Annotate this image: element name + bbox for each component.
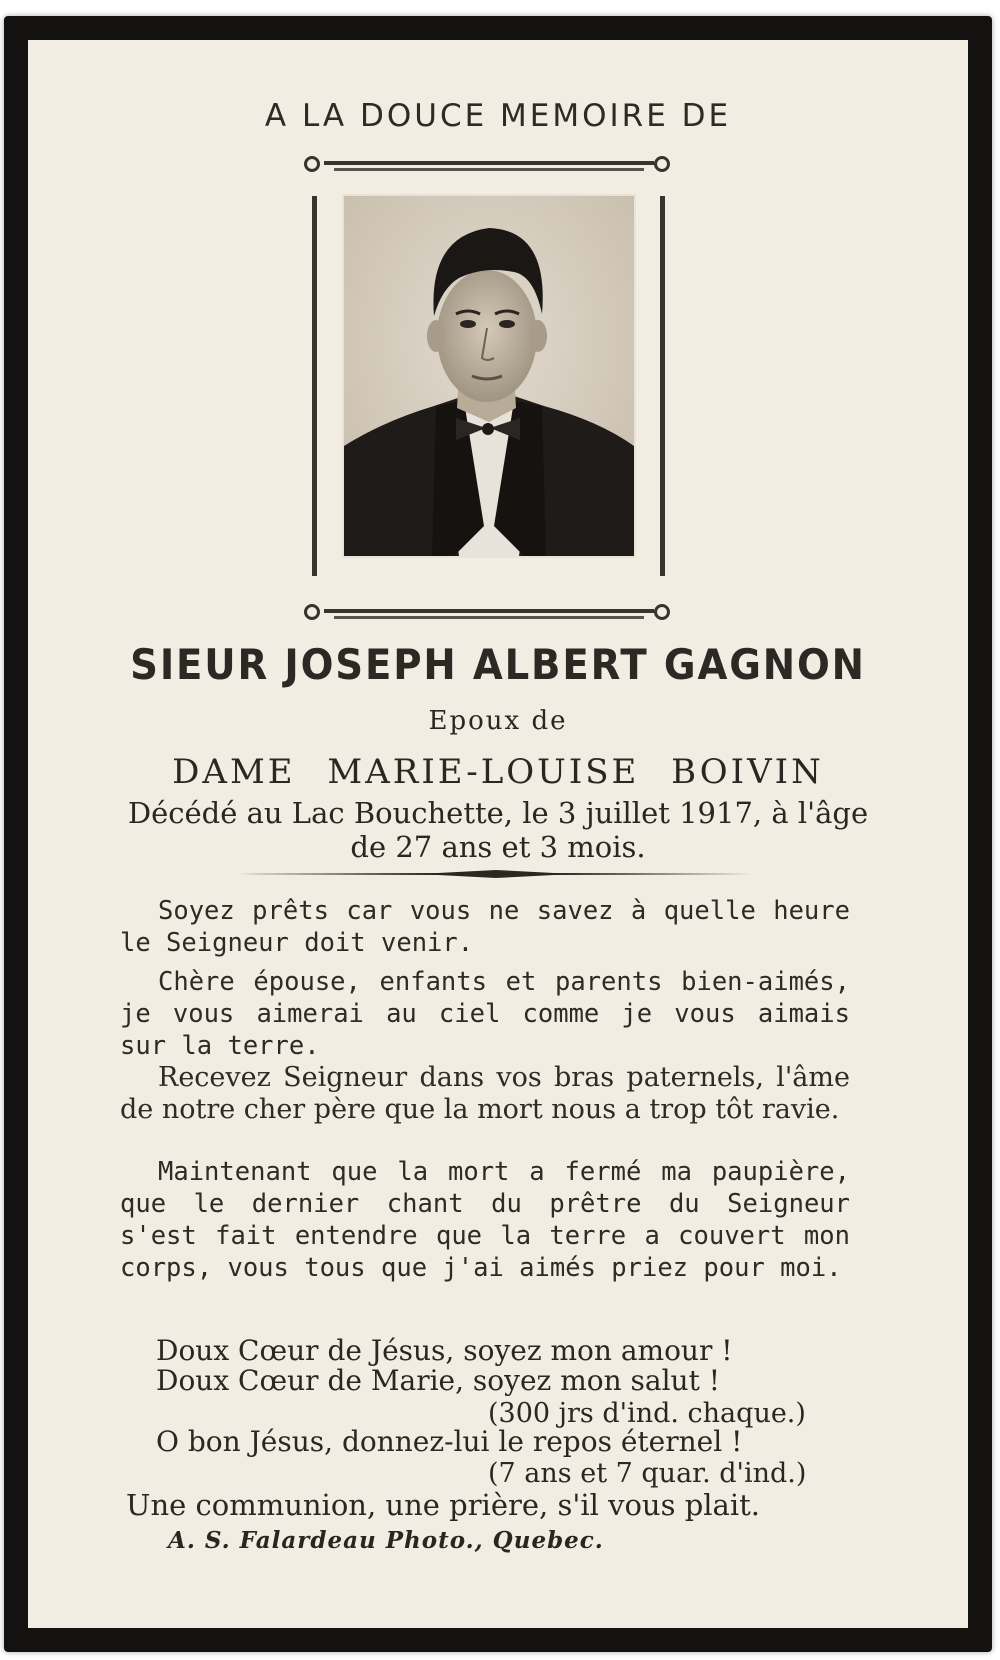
frame-ornament [324,161,654,165]
card-heading: A LA DOUCE MEMOIRE DE [264,98,732,134]
frame-ornament [654,604,670,620]
indulgence-note: (7 ans et 7 quar. d'ind.) [488,1458,807,1489]
portrait-image [344,196,634,556]
frame-ornament [324,609,654,613]
portrait-photo [344,196,634,556]
deceased-name: SIEUR JOSEPH ALBERT GAGNON [130,640,866,689]
verse-paragraph: Soyez prêts car vous ne savez à quelle heure le Seigneur doit venir. [120,896,850,958]
closing-request: Une communion, une prière, s'il vous plait. [126,1488,760,1522]
frame-ornament [660,196,665,576]
frame-ornament [304,156,320,172]
indulgence-note: (300 jrs d'ind. chaque.) [488,1398,806,1429]
prayer-line: Doux Cœur de Jésus, soyez mon amour ! [156,1334,733,1367]
verse-paragraph: Recevez Seigneur dans vos bras paternels, l'âme de notre cher père que la mort nous a trop tôt ravie. [120,1062,850,1125]
spouse-name: DAME MARIE-LOUISE BOIVIN [172,752,824,792]
verse-paragraph: Maintenant que la mort a fermé ma paupière, que le dernier chant du prêtre du Seigneur s'est fait entendre que la terre a couvert mon corps, vous tous que j'ai aimés priez pour moi. [120,1157,850,1283]
frame-ornament [654,156,670,172]
frame-ornament [304,604,320,620]
death-notice-line-1: Décédé au Lac Bouchette, le 3 juillet 1917, à l'âge [127,796,869,830]
death-notice-line-2: de 27 ans et 3 mois. [350,830,646,864]
prayer-line: Doux Cœur de Marie, soyez mon salut ! [156,1364,720,1397]
prayer-line: O bon Jésus, donnez-lui le repos éternel ! [156,1425,743,1458]
verse-paragraph: Chère épouse, enfants et parents bien-aimés, je vous aimerai au ciel comme je vous aimais sur la terre. [120,967,850,1061]
photo-frame [304,156,674,626]
frame-ornament [334,168,644,171]
frame-ornament [334,616,644,619]
frame-ornament [312,196,317,576]
photographer-credit: A. S. Falardeau Photo., Quebec. [168,1527,604,1554]
spouse-label: Epoux de [428,706,568,736]
memorial-card [4,16,992,1652]
ornamental-divider [238,870,754,878]
